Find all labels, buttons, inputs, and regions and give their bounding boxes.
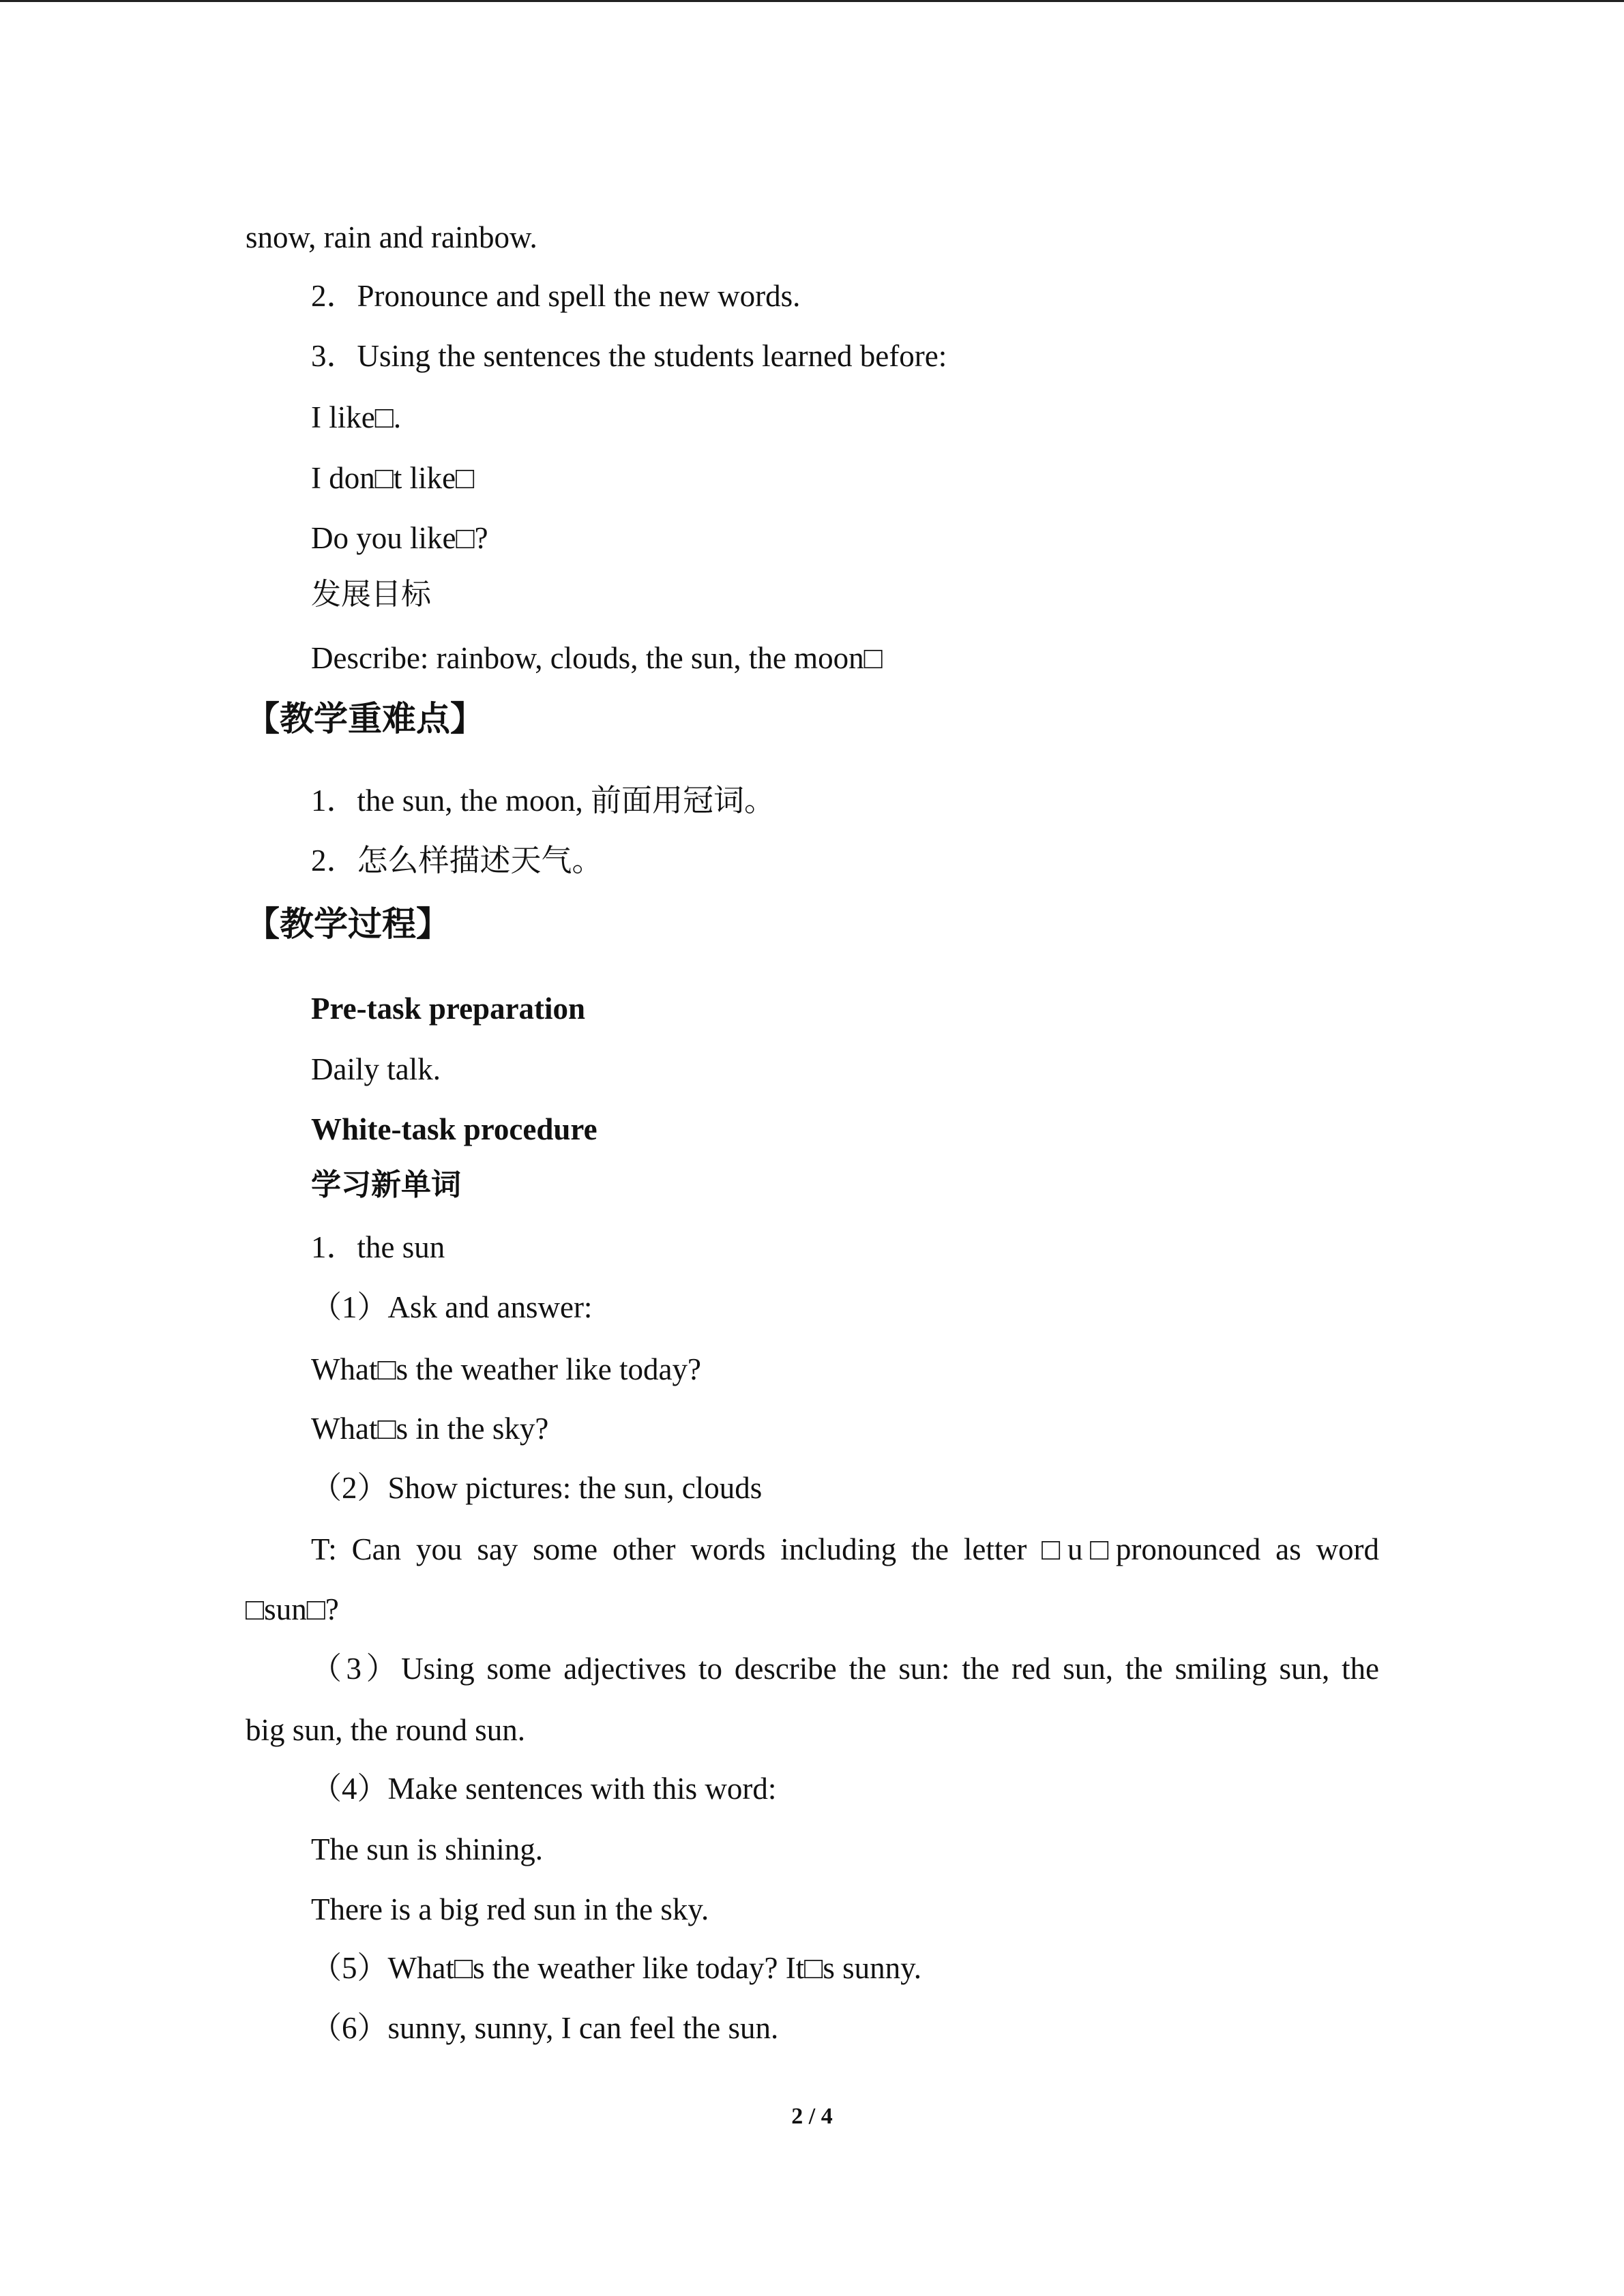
text-line: 2．Pronounce and spell the new words.	[311, 279, 801, 313]
list-item: （2）Show pictures: the sun, clouds	[311, 1471, 763, 1505]
page-number: 2 / 4	[791, 2104, 833, 2129]
text-line: I don□t like□	[311, 461, 475, 495]
text-line: Do you like□?	[311, 521, 488, 555]
subheading-while-task: White-task procedure	[311, 1112, 597, 1146]
text-line: Daily talk.	[311, 1052, 441, 1086]
text-line: T: Can you say some other words including the letter □u□pronounced as word	[311, 1532, 1379, 1566]
text-line: 发展目标	[311, 577, 431, 612]
text-line: I like□.	[311, 400, 402, 434]
page-top-border	[0, 0, 1624, 2]
list-item: 1．the sun, the moon, 前面用冠词。	[311, 784, 775, 818]
text-line: Describe: rainbow, clouds, the sun, the moon□	[311, 641, 883, 675]
text-line: There is a big red sun in the sky.	[311, 1892, 709, 1926]
subheading-new-words: 学习新单词	[311, 1167, 461, 1202]
text-line: The sun is shining.	[311, 1832, 544, 1866]
list-item: （1）Ask and answer:	[311, 1290, 593, 1324]
text-line: What□s the weather like today?	[311, 1352, 701, 1386]
list-item: （4）Make sentences with this word:	[311, 1772, 777, 1806]
text-line: 3．Using the sentences the students learned before:	[311, 339, 947, 373]
list-item: （6）sunny, sunny, I can feel the sun.	[311, 2011, 779, 2045]
section-heading-key-points: 【教学重难点】	[246, 699, 484, 739]
list-item: （5）What□s the weather like today? It□s sunny.	[311, 1951, 921, 1985]
text-line: □sun□?	[246, 1592, 339, 1626]
list-item: 2．怎么样描述天气。	[311, 844, 603, 878]
list-item: （3）Using some adjectives to describe the sun: the red sun, the smiling sun, the	[311, 1652, 1379, 1686]
subheading-pre-task: Pre-task preparation	[311, 992, 586, 1026]
text-line: big sun, the round sun.	[246, 1713, 525, 1747]
list-item: 1．the sun	[311, 1230, 445, 1264]
text-line: What□s in the sky?	[311, 1412, 549, 1446]
text-line: snow, rain and rainbow.	[246, 220, 537, 254]
section-heading-process: 【教学过程】	[246, 904, 450, 944]
